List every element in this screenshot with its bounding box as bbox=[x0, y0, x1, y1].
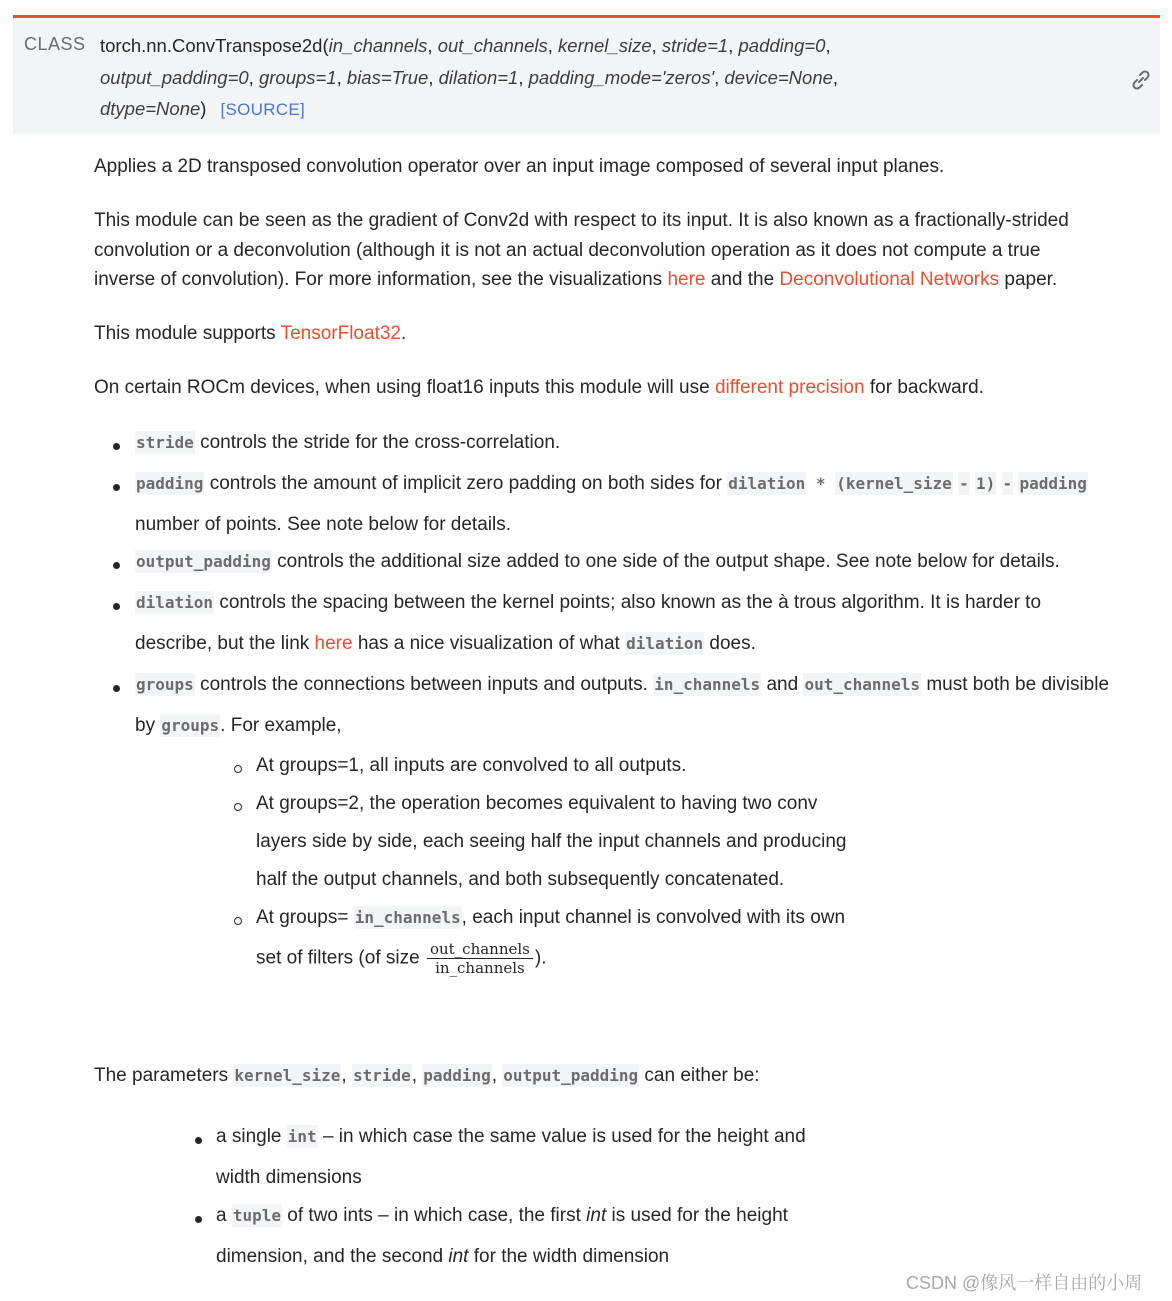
bullet-dot bbox=[113, 443, 120, 450]
intro-paragraph: Applies a 2D transposed convolution operator over an input image composed of several input planes. bbox=[94, 156, 945, 177]
param: bias=True bbox=[346, 66, 429, 88]
source-link[interactable]: [SOURCE] bbox=[220, 100, 306, 119]
tuple-option: a tuple of two ints – in which case, the first int is used for the height bbox=[216, 1205, 788, 1226]
tf32-paragraph: This module supports TensorFloat32. bbox=[94, 323, 407, 344]
groups-example-2: At groups=2, the operation becomes equivalent to having two conv bbox=[256, 793, 818, 814]
dilation-bullet: dilation controls the spacing between the kernel points; also known as the à trous algorithm. It is harder to bbox=[136, 592, 1042, 613]
bullet-dot bbox=[113, 484, 120, 491]
dilation-visualization-link[interactable]: here bbox=[314, 633, 353, 654]
padding-bullet: padding controls the amount of implicit zero padding on both sides for dilation * (kernel_size - 1) - padding bbox=[136, 473, 1087, 494]
rocm-paragraph: On certain ROCm devices, when using float16 inputs this module will use different precision for backward. bbox=[94, 377, 984, 398]
bullet-dot bbox=[113, 685, 120, 692]
sub-bullet-circle bbox=[234, 917, 242, 925]
groups-example-3: At groups= in_channels, each input channel is convolved with its own bbox=[256, 907, 846, 928]
param: out_channels bbox=[437, 35, 548, 56]
groups-bullet: groups controls the connections between inputs and outputs. in_channels and out_channels must both be divisible bbox=[136, 674, 1110, 695]
param: padding=0 bbox=[738, 35, 826, 56]
class-name: torch.nn.ConvTranspose2d bbox=[100, 35, 323, 56]
groups-example-1: At groups=1, all inputs are convolved to all outputs. bbox=[256, 755, 687, 776]
bullet-dot bbox=[195, 1216, 202, 1223]
visualizations-link[interactable]: here bbox=[667, 269, 706, 290]
param: dtype=None bbox=[100, 98, 201, 119]
param: dilation=1 bbox=[438, 66, 519, 88]
csdn-watermark: CSDN @像风一样自由的小周 bbox=[906, 1273, 1143, 1293]
stride-bullet: stride controls the stride for the cross-correlation. bbox=[136, 432, 561, 453]
bullet-dot bbox=[113, 562, 120, 569]
param: padding_mode='zeros' bbox=[528, 66, 715, 88]
parameters-intro: The parameters kernel_size, stride, padding, output_padding can either be: bbox=[94, 1065, 760, 1086]
sub-bullet-circle bbox=[234, 803, 242, 811]
deconvolutional-networks-link[interactable]: Deconvolutional Networks bbox=[779, 269, 1000, 290]
param: kernel_size bbox=[558, 35, 652, 56]
gradient-paragraph: This module can be seen as the gradient of Conv2d with respect to its input. It is also known as a fractionally-strided convolution or a deconvolution (although it is not an actual deconvolution operation as it does not compute a true inverse of convolution). For more information, see the visualizations here and the Deconvolutional Networks paper. bbox=[94, 210, 1069, 290]
signature-text: torch.nn.ConvTranspose2d(in_channels, out_channels, kernel_size, stride=1, padding=0, output_padding=0, groups=1, bias=True, dilation=1, padding_mode='zeros', device=None, dtype=None) [SOURCE] bbox=[100, 35, 839, 119]
permalink-icon[interactable] bbox=[1129, 68, 1153, 92]
bullet-dot bbox=[195, 1137, 202, 1144]
param: output_padding=0 bbox=[100, 66, 249, 88]
different-precision-link[interactable]: different precision bbox=[714, 377, 865, 398]
param: stride=1 bbox=[661, 35, 729, 56]
tensorfloat32-link[interactable]: TensorFloat32 bbox=[280, 323, 401, 344]
int-option: a single int – in which case the same value is used for the height and bbox=[216, 1126, 806, 1147]
output-padding-bullet: output_padding controls the additional size added to one side of the output shape. See note below for details. bbox=[136, 551, 1060, 572]
param: in_channels bbox=[328, 35, 428, 56]
signature-block bbox=[13, 18, 1160, 134]
channels-fraction: $\frac{\text{out\_channels}}{\text{in\_channels}}$ bbox=[427, 940, 533, 977]
class-label: CLASS bbox=[24, 34, 86, 54]
param: device=None bbox=[724, 66, 833, 88]
param: groups=1 bbox=[258, 66, 337, 88]
bullet-dot bbox=[113, 603, 120, 610]
sub-bullet-circle bbox=[234, 765, 242, 773]
